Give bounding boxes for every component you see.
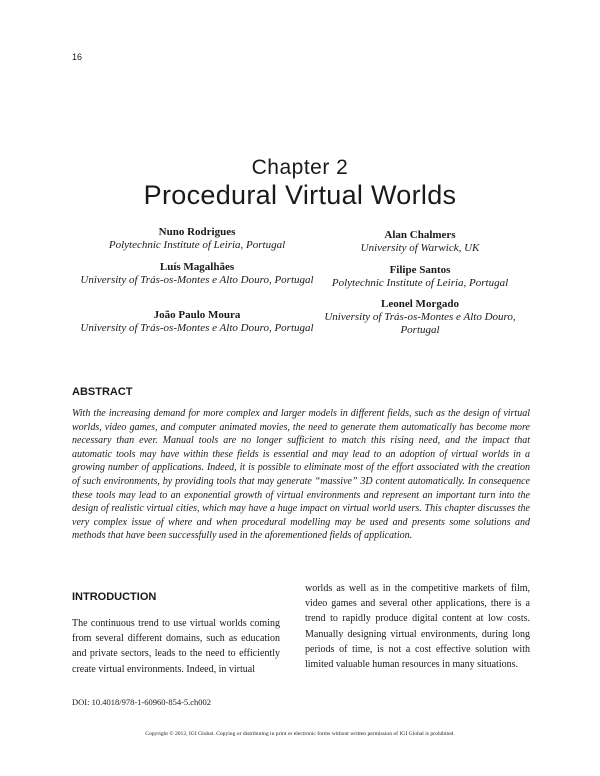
intro-left-column: The continuous trend to use virtual worlds coming from several different domains, such as education and private sectors, leads to the need to efficiently create virtual environments. Indeed, in virtual (72, 618, 280, 675)
introduction-heading: INTRODUCTION (72, 591, 157, 603)
copyright-notice: Copyright © 2012, IGI Global. Copying or distributing in print or electronic forms without written permission of IGI Global is prohibited. (145, 731, 455, 737)
page-number: 16 (72, 52, 83, 62)
author-block-luis-magalhaes (72, 261, 322, 287)
author-name: Luís Magalhães (159, 261, 235, 273)
chapter-title: Procedural Virtual Worlds (143, 180, 457, 210)
author-affiliation: Polytechnic Institute of Leiria, Portugal (108, 239, 286, 251)
doi-line: DOI: 10.4018/978-1-60960-854-5.ch002 (72, 697, 212, 707)
author-name: Filipe Santos (389, 264, 451, 276)
author-affiliation: University of Trás-os-Montes e Alto Douro, Portugal (80, 274, 314, 286)
abstract-heading: ABSTRACT (72, 386, 133, 398)
author-affiliation: University of Warwick, UK (360, 242, 480, 254)
author-name: Alan Chalmers (384, 229, 456, 241)
intro-right-column: worlds as well as in the competitive markets of film, video games and several other applications, there is a trend to rapidly produce digital content at low costs. Manually designing virtual environments, during long periods of time, is not a cost effective solution with limited valuable human resources in many situations. (305, 583, 530, 671)
author-name: Leonel Morgado (381, 298, 459, 310)
chapter-label: Chapter 2 (251, 156, 349, 179)
author-block-leonel-morgado (305, 298, 535, 337)
author-affiliation: Polytechnic Institute of Leiria, Portugal (331, 277, 509, 289)
author-affiliation: University of Trás-os-Montes e Alto Douro, Portugal (324, 311, 516, 336)
author-block-filipe-santos (305, 264, 535, 290)
author-block-alan-chalmers (305, 229, 535, 255)
author-block-nuno-rodrigues (72, 226, 322, 252)
author-affiliation: University of Trás-os-Montes e Alto Douro, Portugal (80, 322, 314, 334)
author-block-joao-paulo-moura (72, 309, 322, 335)
author-name: Nuno Rodrigues (158, 226, 236, 238)
abstract-text: With the increasing demand for more complex and larger models in different fields, such as the design of virtual worlds, video games, and computer animated movies, the need to generate them automatically has become more necessary than ever. Manual tools are no longer sufficient to match this rising need, and the impact that automatic tools may have within these fields is essential and may lead to an adoption of virtual worlds in a growing number of applications. Indeed, it is possible to eliminate most of the effort associated with the creation of such environments, by providing tools that may generate “massive” 3D content automatically. In consequence these tools may lead to an exponential growth of virtual environments and represent an important turn into the design of realistic virtual cities, which may have a huge impact on virtual world users. This chapter discusses the very complex issue of where and when procedural modelling may be used and presents some solutions and methods that have been successfully used in the aforementioned fields of application. (72, 408, 530, 542)
author-name: João Paulo Moura (153, 309, 241, 321)
